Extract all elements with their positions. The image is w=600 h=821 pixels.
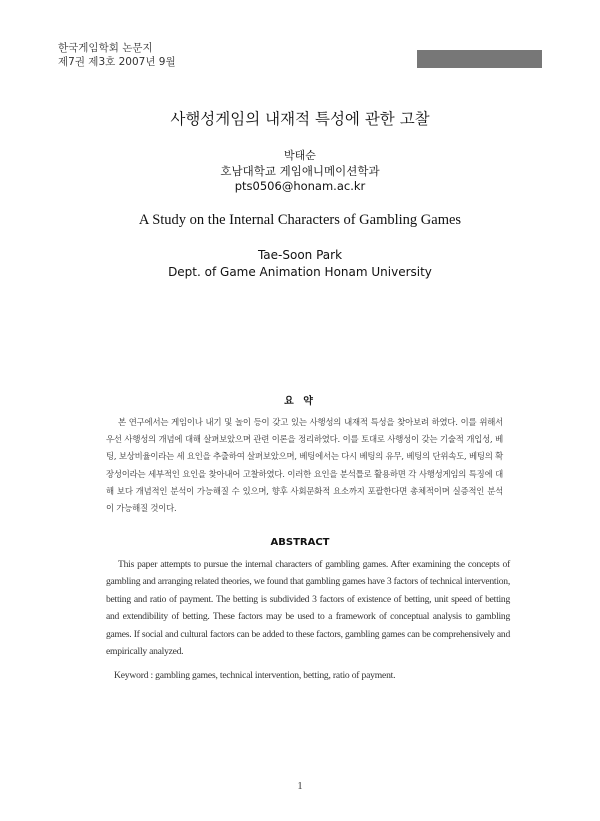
abstract-english-text: This paper attempts to pursue the internal characters of gambling games. After examining the concepts of gambling and arranging related theories, we found that gambling games have 3 factors of technical intervention, betting and ratio of payment. The betting is subdivided 3 factors of existence of betting, unit speed of betting and extendibility of betting. These factors may be used to a framework of conceptual analysis to gambling games. If social and cultural factors can be added to these factors, gambling games can be comprehensively and empirically analyzed. <box>106 559 510 658</box>
journal-name: 한국게임학회 논문지 <box>58 42 153 54</box>
author-name-korean: 박태순 <box>284 149 316 162</box>
author-name-english: Tae-Soon Park <box>257 248 343 262</box>
author-affiliation-korean: 호남대학교 게임애니메이션학과 <box>220 164 380 178</box>
paper-title-korean: 사행성게임의 내재적 특성에 관한 고찰 <box>170 110 430 128</box>
page-number: 1 <box>297 781 303 792</box>
abstract-korean-text: 본 연구에서는 게임이나 내기 및 놀이 등이 갖고 있는 사행성의 내재적 특성을 찾아보려 하였다. 이를 위해서 우선 사행성의 개념에 대해 살펴보았으며 관련 이론을 정리하였다. 이를 토대로 사행성이 갖는 기술적 개입성, 베팅, 보상비율이라는 세 요인을 추출하여 살펴보았으며, 베팅에서는 다시 베팅의 유무, 베팅의 단위속도, 베팅의 확장성이라는 세부적인 요인을 찾아내어 고찰하였다. 이러한 요인을 분석틀로 활용하면 각 사행성게임의 특징에 대해 보다 개념적인 분석이 가능해질 수 있으며, 향후 사회문화적 요소까지 포괄한다면 총체적이며 실증적인 분석이 가능해질 것이다. <box>106 417 503 514</box>
author-email: pts0506@honam.ac.kr <box>234 179 366 193</box>
paper-title-english: A Study on the Internal Characters of Gambling Games <box>138 212 462 228</box>
author-affiliation-english: Dept. of Game Animation Honam University <box>168 265 432 279</box>
journal-issue: 제7권 제3호 2007년 9월 <box>58 56 176 68</box>
keywords: Keyword : gambling games, technical intervention, betting, ratio of payment. <box>114 670 396 681</box>
abstract-english-heading: ABSTRACT <box>270 537 330 548</box>
abstract-korean-heading: 요 약 <box>284 396 316 407</box>
header-decoration-bar <box>417 50 542 68</box>
